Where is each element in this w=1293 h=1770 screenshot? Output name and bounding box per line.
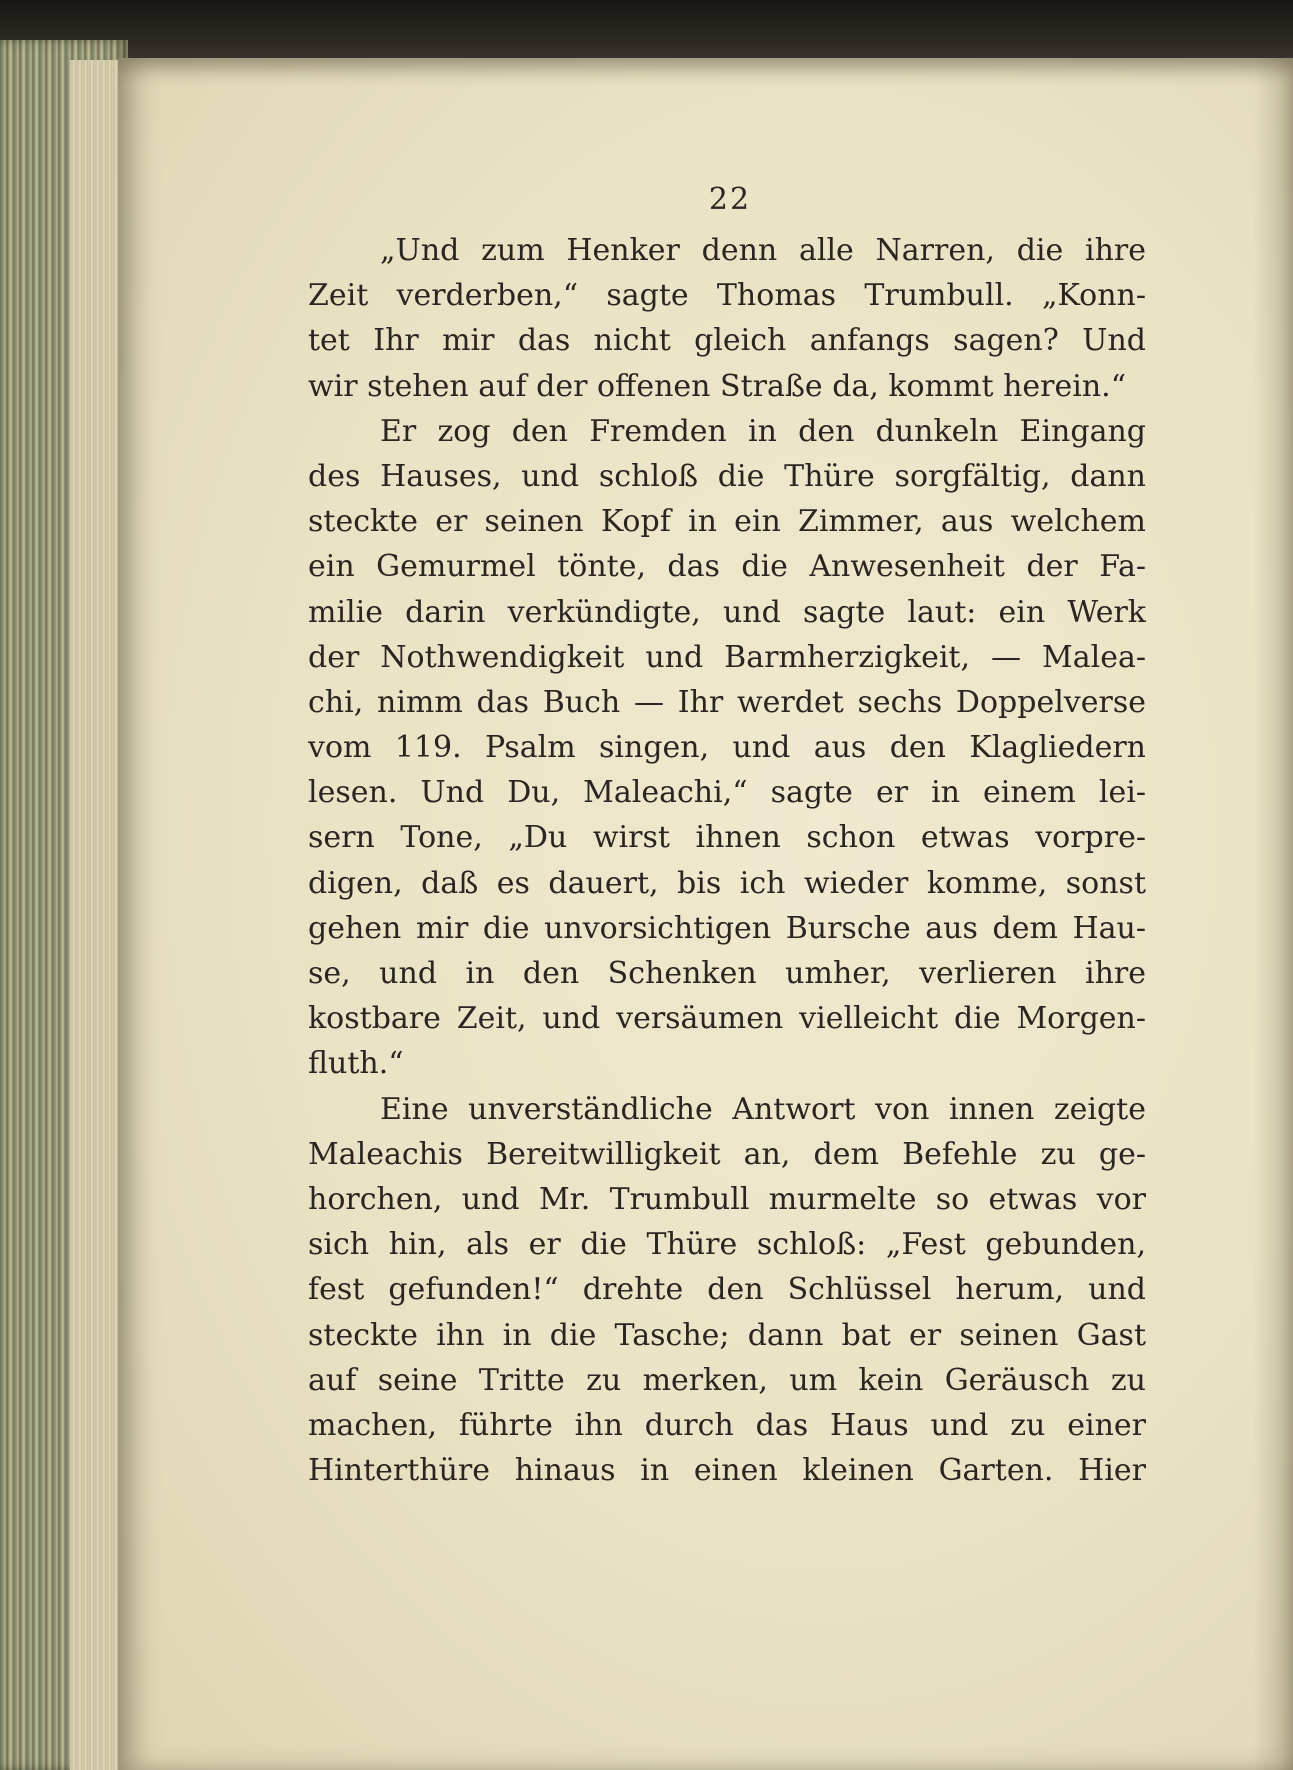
text-line: vom 119. Psalm singen, und aus den Klagliedern bbox=[308, 730, 1146, 766]
text-line: Maleachis Bereitwilligkeit an, dem Befehle zu ge- bbox=[308, 1136, 1146, 1172]
text-line: gehen mir die unvorsichtigen Bursche aus dem Hau- bbox=[308, 910, 1146, 946]
text-line: digen, daß es dauert, bis ich wieder komme, sonst bbox=[308, 865, 1146, 901]
text-line: der Nothwendigkeit und Barmherzigkeit, — Malea- bbox=[308, 639, 1146, 675]
text-line: auf seine Tritte zu merken, um kein Geräusch zu bbox=[308, 1362, 1146, 1398]
text-line: fest gefunden!“ drehte den Schlüssel herum, und bbox=[308, 1272, 1146, 1308]
body-text bbox=[308, 228, 1146, 1493]
text-line: sich hin, als er die Thüre schloß: „Fest gebunden, bbox=[308, 1227, 1146, 1263]
text-line: fluth.“ bbox=[308, 1046, 404, 1082]
text-line: tet Ihr mir das nicht gleich anfangs sagen? Und bbox=[308, 323, 1146, 359]
text-line: kostbare Zeit, und versäumen vielleicht die Morgen- bbox=[308, 1001, 1146, 1037]
text-line: lesen. Und Du, Maleachi,“ sagte er in einem lei- bbox=[308, 775, 1146, 811]
text-line: Er zog den Fremden in den dunkeln Eingang bbox=[380, 413, 1146, 449]
text-line: Eine unverständliche Antwort von innen zeigte bbox=[380, 1091, 1146, 1127]
text-line: ein Gemurmel tönte, das die Anwesenheit der Fa- bbox=[308, 549, 1146, 585]
text-line: chi, nimm das Buch — Ihr werdet sechs Doppelverse bbox=[308, 684, 1146, 720]
text-line: horchen, und Mr. Trumbull murmelte so etwas vor bbox=[308, 1181, 1146, 1217]
text-line: wir stehen auf der offenen Straße da, kommt herein.“ bbox=[308, 368, 1127, 404]
text-line: sern Tone, „Du wirst ihnen schon etwas vorpre- bbox=[308, 820, 1146, 856]
binding-shadow bbox=[0, 0, 1293, 62]
text-line: steckte ihn in die Tasche; dann bat er seinen Gast bbox=[308, 1317, 1146, 1353]
page-right-shadow bbox=[1253, 58, 1293, 1770]
text-line: „Und zum Henker denn alle Narren, die ihre bbox=[380, 233, 1146, 268]
text-line: steckte er seinen Kopf in ein Zimmer, aus welchem bbox=[308, 504, 1146, 540]
text-line: se, und in den Schenken umher, verlieren ihre bbox=[308, 956, 1146, 991]
text-line: des Hauses, und schloß die Thüre sorgfältig, dann bbox=[308, 458, 1146, 494]
text-line: Hinterthüre hinaus in einen kleinen Garten. Hier bbox=[308, 1453, 1146, 1489]
page-edges bbox=[0, 40, 128, 1770]
text-line: Zeit verderben,“ sagte Thomas Trumbull. „Konn- bbox=[308, 278, 1146, 314]
text-line: milie darin verkündigte, und sagte laut: ein Werk bbox=[308, 594, 1146, 630]
page-number: 22 bbox=[708, 182, 752, 217]
text-line: machen, führte ihn durch das Haus und zu einer bbox=[308, 1407, 1146, 1443]
